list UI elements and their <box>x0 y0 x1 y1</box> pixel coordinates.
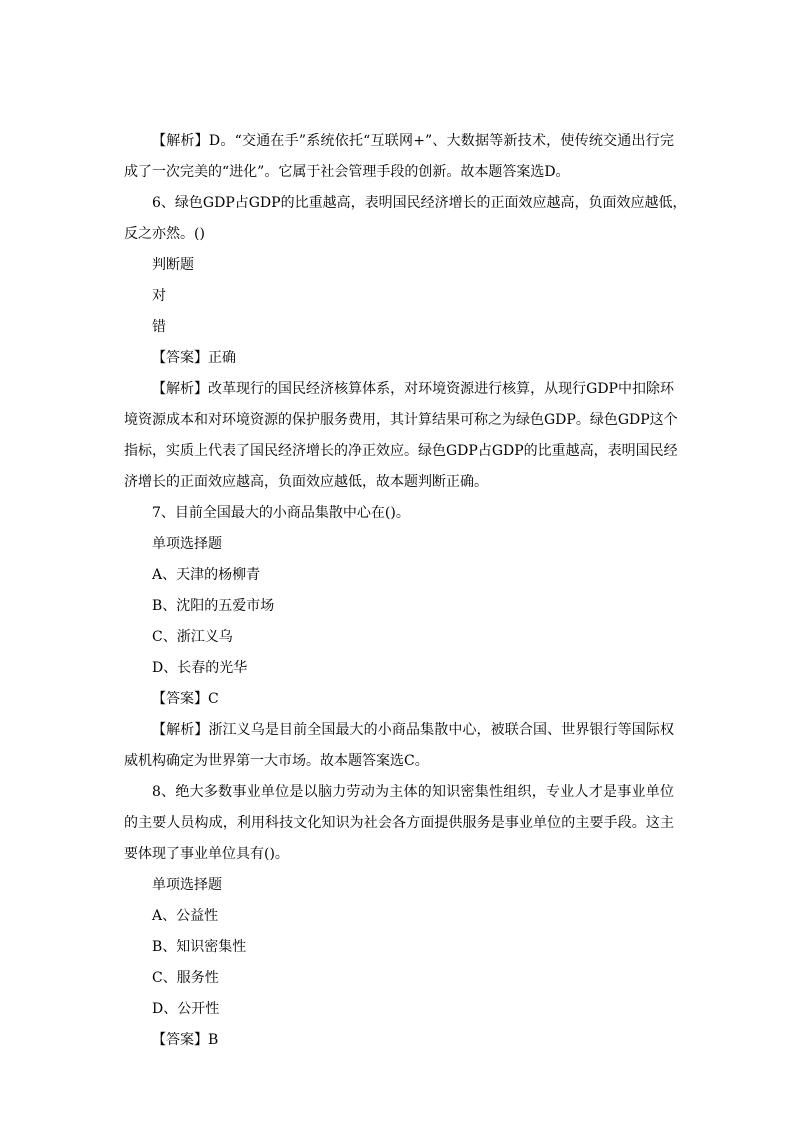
q8-stem-line-1: 8、绝大多数事业单位是以脑力劳动为主体的知识密集性组织，专业人才是事业单位 <box>152 784 674 800</box>
q6-option-true: 对 <box>152 288 166 304</box>
q8-stem-line-3: 要体现了事业单位具有()。 <box>124 846 289 862</box>
q7-answer: 【答案】C <box>152 691 219 707</box>
q8-option-b: B、知识密集性 <box>152 939 247 955</box>
q6-stem-line-1: 6、绿色GDP占GDP的比重越高，表明国民经济增长的正面效应越高，负面效应越低， <box>152 195 687 211</box>
q5-analysis-line-1: 【解析】D。“交通在手”系统依托“互联网+”、大数据等新技术，使传统交通出行完 <box>152 133 674 149</box>
q6-answer: 【答案】正确 <box>152 350 236 366</box>
q7-type: 单项选择题 <box>152 536 222 552</box>
q7-option-d: D、长春的光华 <box>152 660 248 676</box>
q6-analysis-line-1: 【解析】改革现行的国民经济核算体系，对环境资源进行核算，从现行GDP中扣除环 <box>152 381 674 397</box>
q6-option-false: 错 <box>152 319 166 335</box>
question-6 <box>124 188 687 498</box>
q7-option-b: B、沈阳的五爱市场 <box>152 598 275 614</box>
question-8 <box>124 777 674 1056</box>
q8-option-c: C、服务性 <box>152 970 219 986</box>
q7-analysis-line-2: 威机构确定为世界第一大市场。故本题答案选C。 <box>124 753 429 769</box>
q8-answer: 【答案】B <box>152 1032 219 1048</box>
q5-analysis-line-2: 成了一次完美的“进化”。它属于社会管理手段的创新。故本题答案选D。 <box>124 164 570 180</box>
document-body <box>124 126 687 1056</box>
q6-analysis-line-4: 济增长的正面效应越高，负面效应越低，故本题判断正确。 <box>124 474 488 490</box>
q6-stem-line-2: 反之亦然。() <box>124 226 205 242</box>
q8-option-a: A、公益性 <box>152 908 219 924</box>
q5-analysis <box>124 126 674 188</box>
q8-stem-line-2: 的主要人员构成，利用科技文化知识为社会各方面提供服务是事业单位的主要手段。这主 <box>124 815 674 831</box>
q8-option-d: D、公开性 <box>152 1001 220 1017</box>
question-7 <box>124 498 674 777</box>
q7-stem: 7、目前全国最大的小商品集散中心在()。 <box>152 505 410 521</box>
q6-analysis-line-3: 指标，实质上代表了国民经济增长的净正效应。绿色GDP占GDP的比重越高，表明国民经 <box>124 443 678 459</box>
q7-option-a: A、天津的杨柳青 <box>152 567 261 583</box>
q7-option-c: C、浙江义乌 <box>152 629 233 645</box>
q8-type: 单项选择题 <box>152 877 222 893</box>
q6-analysis-line-2: 境资源成本和对环境资源的保护服务费用，其计算结果可称之为绿色GDP。绿色GDP这个 <box>124 412 678 428</box>
q6-type: 判断题 <box>152 257 194 273</box>
q7-analysis-line-1: 【解析】浙江义乌是目前全国最大的小商品集散中心，被联合国、世界银行等国际权 <box>152 722 674 738</box>
